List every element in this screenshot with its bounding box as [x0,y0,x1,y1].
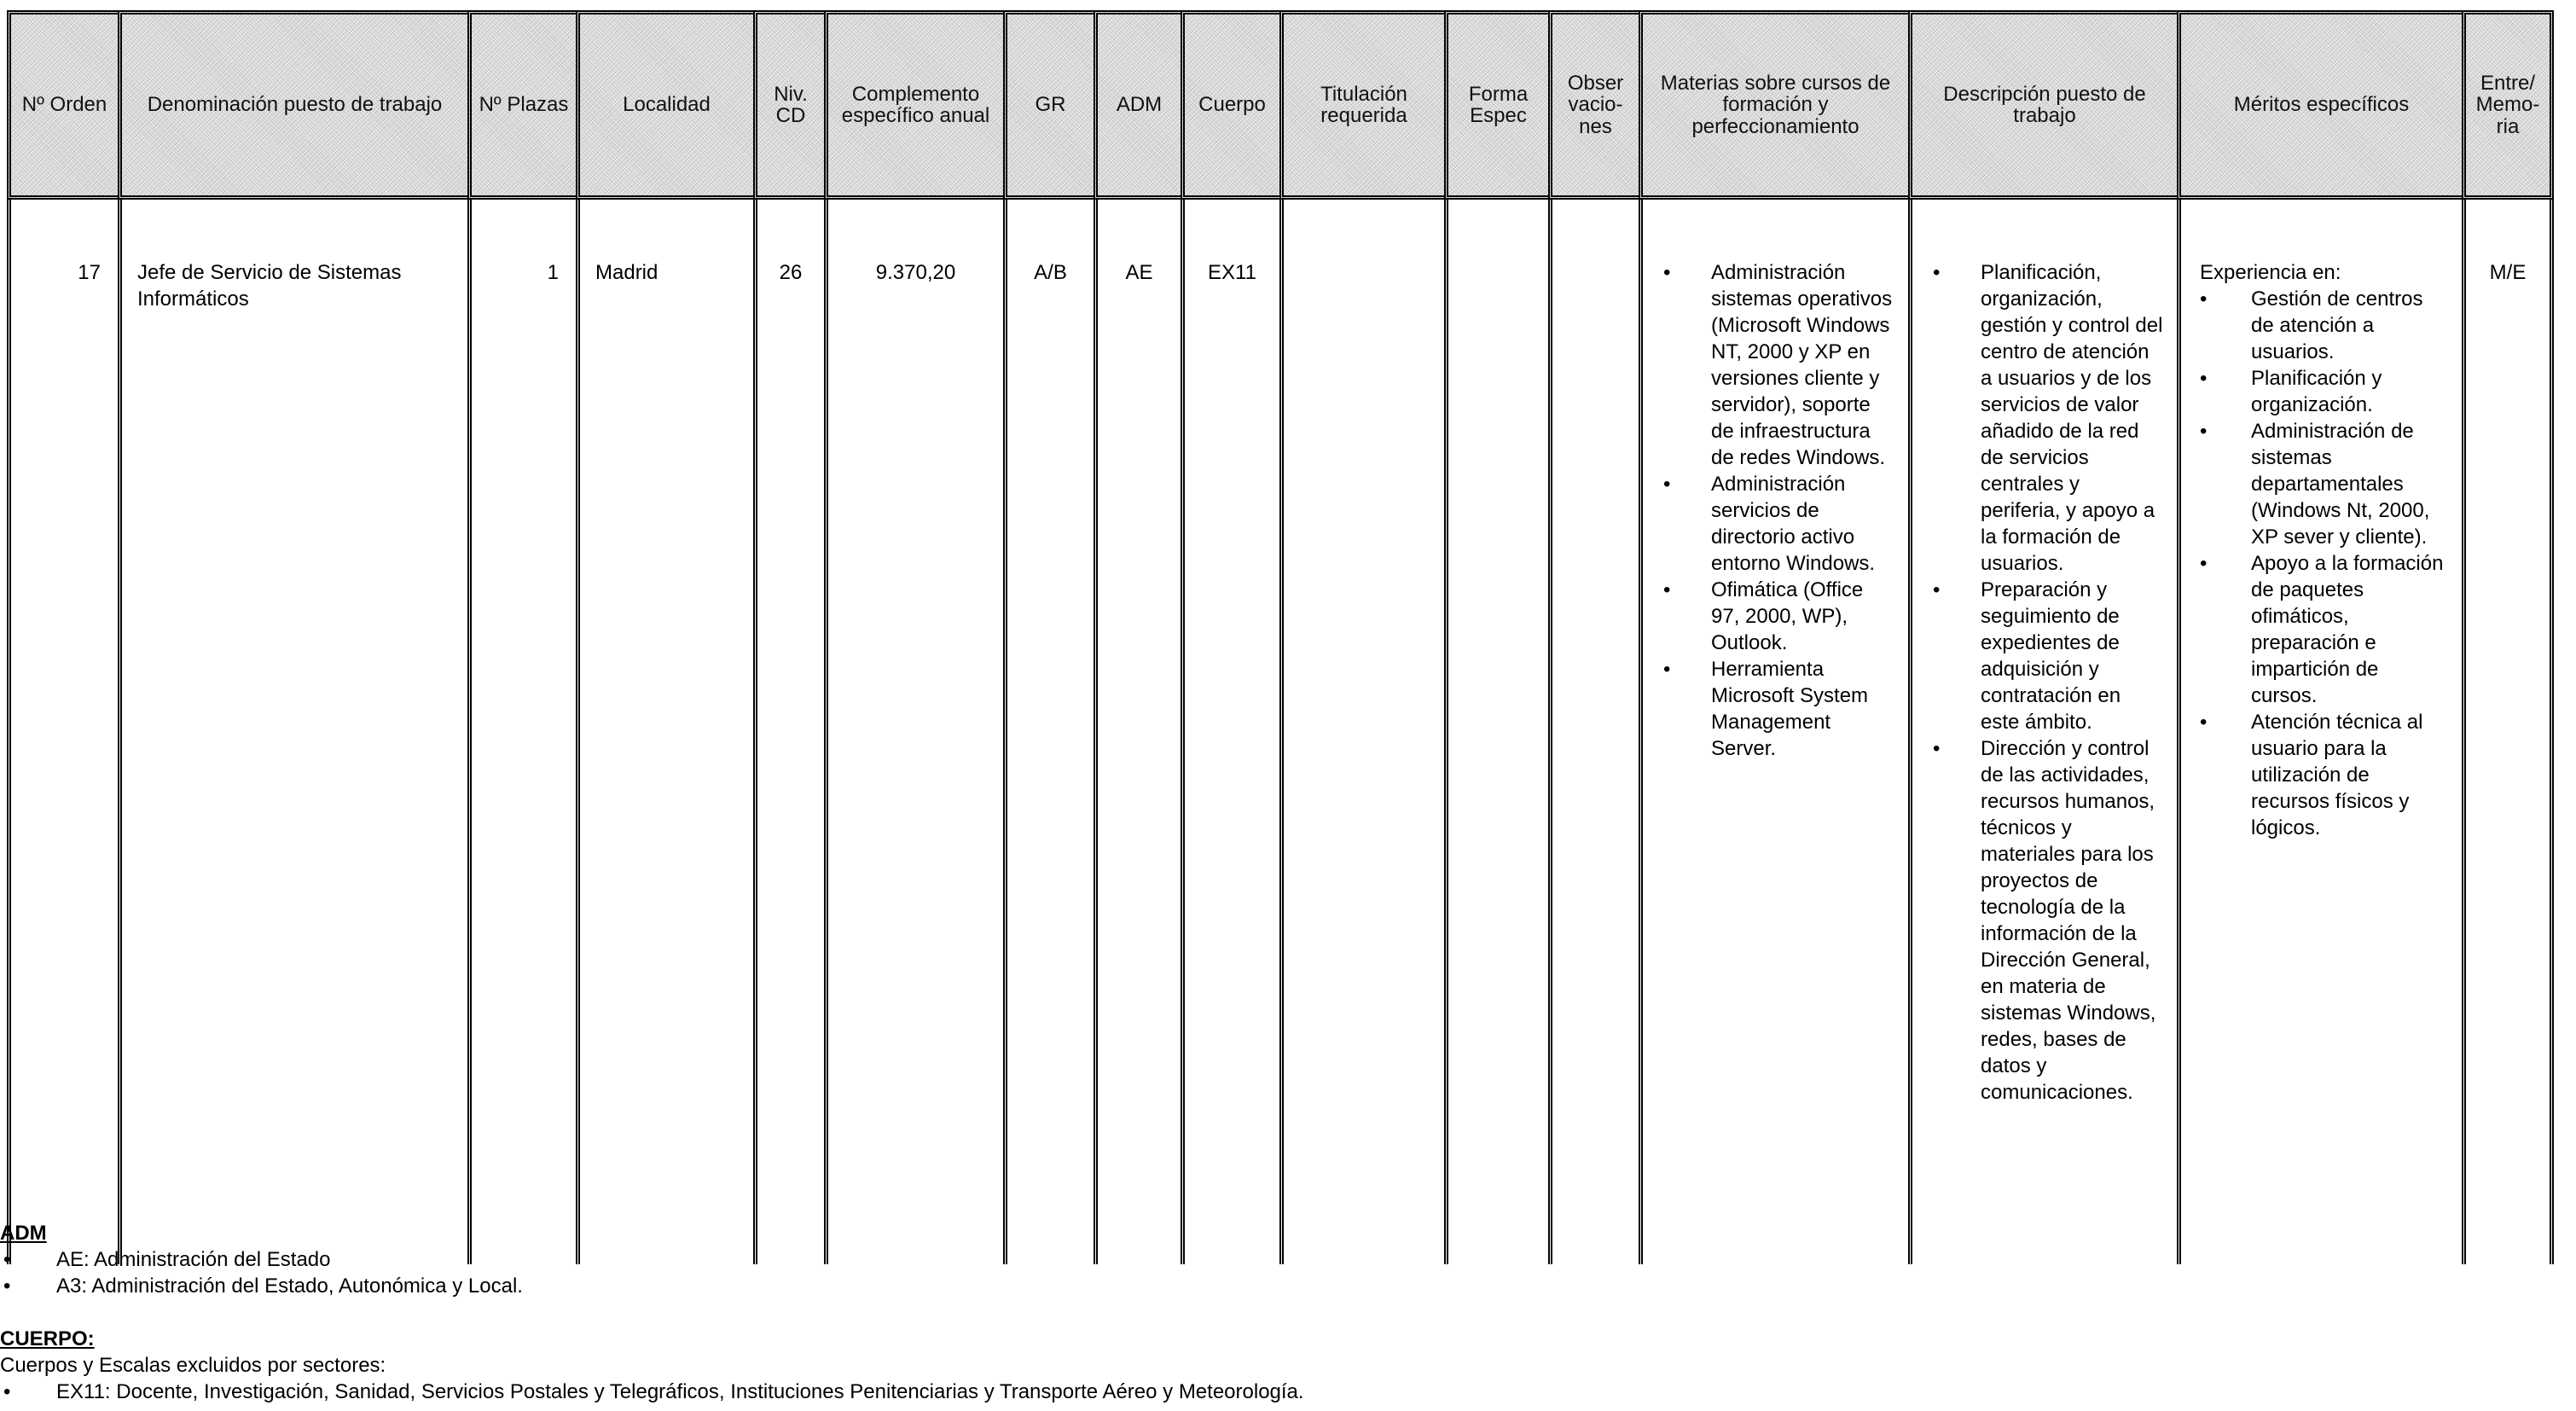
table-row [7,200,2554,1264]
header-gr: GR [1003,10,1094,200]
list-item: • Administración de sistemas departamentales (Windows Nt, 2000, XP sever y cliente). [2200,418,2450,550]
cell-denominacion: Jefe de Servicio de Sistemas Informáticos [118,200,467,1264]
header-nivel: Niv. CD [753,10,824,200]
cuerpo-list [0,1379,2559,1405]
list-item: • Atención técnica al usuario para la utilización de recursos físicos y lógicos. [2200,709,2450,841]
meritos-list [2181,286,2462,841]
spacer [0,1299,2559,1326]
cuerpo-intro: Cuerpos y Escalas excluidos por sectores: [0,1354,386,1377]
header-entrevista: Entre/ Memo- ria [2462,10,2554,200]
materias-list [1643,259,1908,762]
descripcion-list [1912,259,2177,1106]
header-observaciones: Obser vacio- nes [1548,10,1639,200]
header-cuerpo: Cuerpo [1181,10,1279,200]
cell-complemento: 9.370,20 [824,200,1003,1264]
cell-titulacion [1279,200,1444,1264]
cell-orden: 17 [7,200,118,1264]
adm-title: ADM [0,1222,47,1245]
cell-nivel: 26 [753,200,824,1264]
list-item: • AE: Administración del Estado [0,1246,2559,1273]
list-item: • A3: Administración del Estado, Autonómica y Local. [0,1273,2559,1299]
cell-materias [1639,200,1908,1264]
header-complemento: Complemento específico anual [824,10,1003,200]
list-item: • Planificación y organización. [2200,365,2450,418]
header-plazas: Nº Plazas [467,10,576,200]
header-localidad: Localidad [576,10,753,200]
cell-forma [1444,200,1548,1264]
list-item: • Gestión de centros de atención a usuarios. [2200,286,2450,365]
cell-cuerpo: EX11 [1181,200,1279,1264]
list-item: • Apoyo a la formación de paquetes ofimáticos, preparación e impartición de cursos. [2200,550,2450,709]
list-item: • Preparación y seguimiento de expedientes de adquisición y contratación en este ámbito. [1933,577,2165,735]
list-item: • Herramienta Microsoft System Management Server. [1663,656,1896,762]
list-item: • Ofimática (Office 97, 2000, WP), Outlook. [1663,577,1896,656]
cell-entrevista: M/E [2462,200,2554,1264]
list-item: • Planificación, organización, gestión y control del centro de atención a usuarios y de los servicios de valor añadido de la red de servicios centrales y periferia, y apoyo a la formación de usuarios. [1933,259,2165,577]
adm-list [0,1246,2559,1299]
cell-observaciones [1548,200,1639,1264]
footnotes [0,1220,2559,1405]
cell-localidad: Madrid [576,200,753,1264]
cell-descripcion [1908,200,2177,1264]
list-item: • Dirección y control de las actividades, recursos humanos, técnicos y materiales para los proyectos de tecnología de la información de la Dirección General, en materia de sistemas Windows, redes, bases de datos y comunicaciones. [1933,735,2165,1106]
header-titulacion: Titulación requerida [1279,10,1444,200]
list-item: • EX11: Docente, Investigación, Sanidad, Servicios Postales y Telegráficos, Instituciones Penitenciarias y Transporte Aéreo y Meteorología. [0,1379,2559,1405]
header-adm: ADM [1094,10,1181,200]
header-denominacion: Denominación puesto de trabajo [118,10,467,200]
cuerpo-title: CUERPO: [0,1327,95,1350]
header-row [7,10,2554,200]
header-orden: Nº Orden [7,10,118,200]
cell-plazas: 1 [467,200,576,1264]
header-forma: Forma Espec [1444,10,1548,200]
meritos-intro: Experiencia en: [2200,261,2341,284]
list-item: • Administración sistemas operativos (Microsoft Windows NT, 2000 y XP en versiones cliente y servidor), soporte de infraestructura de redes Windows. [1663,259,1896,471]
header-meritos: Méritos específicos [2177,10,2462,200]
cell-adm: AE [1094,200,1181,1264]
cell-gr: A/B [1003,200,1094,1264]
list-item: • Administración servicios de directorio activo entorno Windows. [1663,471,1896,577]
header-materias: Materias sobre cursos de formación y perfeccionamiento [1639,10,1908,200]
cell-meritos [2177,200,2462,1264]
job-positions-table [7,10,2554,1264]
header-descripcion: Descripción puesto de trabajo [1908,10,2177,200]
